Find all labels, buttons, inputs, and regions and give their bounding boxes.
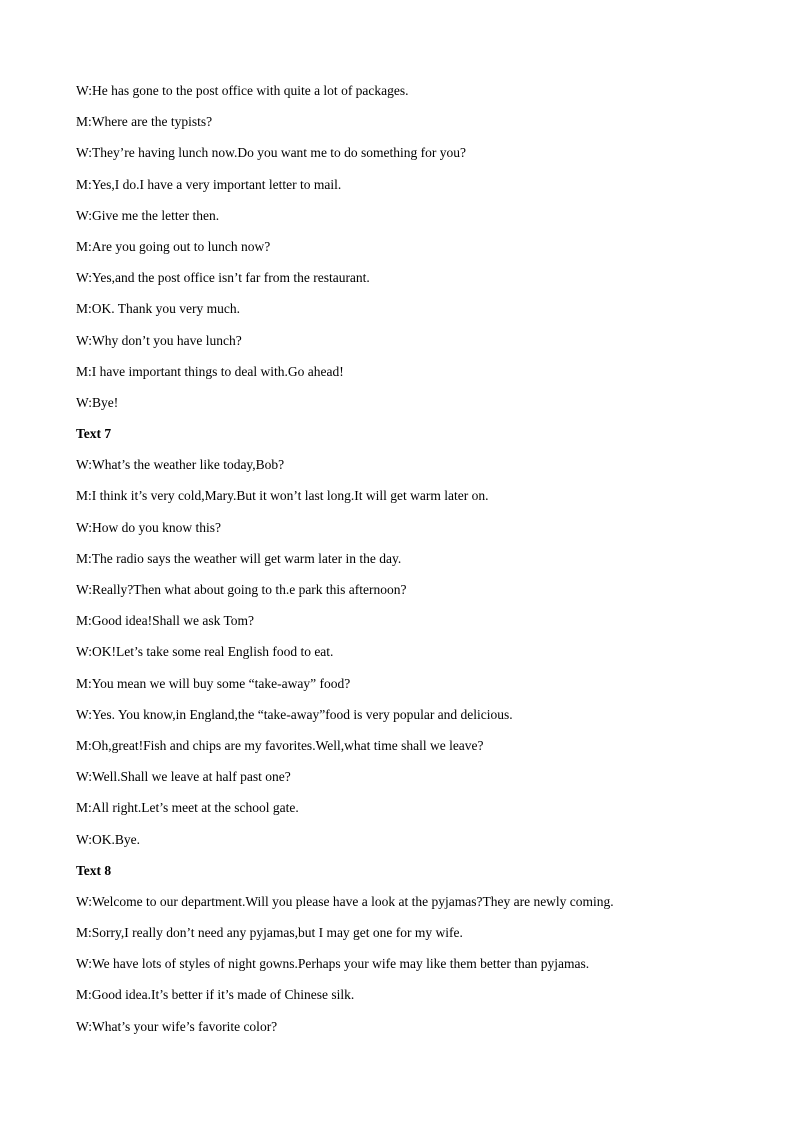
dialogue-line: W:Welcome to our department.Will you please have a look at the pyjamas?They are newly coming. [76, 893, 614, 909]
dialogue-line: W:OK.Bye. [76, 831, 140, 847]
dialogue-line: M:The radio says the weather will get warm later in the day. [76, 550, 402, 566]
dialogue-line: M:All right.Let’s meet at the school gate. [76, 800, 299, 816]
dialogue-line: W:Why don’t you have lunch? [76, 332, 242, 348]
dialogue-line: M:Are you going out to lunch now? [76, 238, 271, 254]
dialogue-line: W:OK!Let’s take some real English food to eat. [76, 644, 334, 660]
dialogue-line: M:Yes,I do.I have a very important letter to mail. [76, 176, 342, 192]
dialogue-line: W:How do you know this? [76, 519, 221, 535]
dialogue-line: W:Yes,and the post office isn’t far from the restaurant. [76, 270, 370, 286]
dialogue-line: W:Well.Shall we leave at half past one? [76, 769, 291, 785]
section-heading: Text 7 [76, 426, 112, 442]
section-heading: Text 8 [76, 862, 112, 878]
dialogue-line: M:Sorry,I really don’t need any pyjamas,but I may get one for my wife. [76, 925, 463, 941]
dialogue-line: M:I think it’s very cold,Mary.But it won’t last long.It will get warm later on. [76, 488, 489, 504]
dialogue-line: M:Good idea!Shall we ask Tom? [76, 613, 255, 629]
dialogue-transcript [76, 81, 726, 1048]
dialogue-line: M:Oh,great!Fish and chips are my favorites.Well,what time shall we leave? [76, 737, 484, 753]
dialogue-line: W:He has gone to the post office with quite a lot of packages. [76, 83, 409, 98]
dialogue-line: W:What’s your wife’s favorite color? [76, 1018, 278, 1034]
dialogue-line: M:OK. Thank you very much. [76, 301, 240, 317]
dialogue-line: M:I have important things to deal with.Go ahead! [76, 363, 344, 379]
dialogue-line: W:Yes. You know,in England,the “take-away”food is very popular and delicious. [76, 706, 513, 722]
dialogue-line: W:Really?Then what about going to th.e park this afternoon? [76, 582, 407, 597]
dialogue-line: M:You mean we will buy some “take-away” food? [76, 675, 351, 691]
dialogue-line: M:Where are the typists? [76, 114, 213, 130]
dialogue-line: W:They’re having lunch now.Do you want me to do something for you? [76, 145, 467, 161]
dialogue-line: W:We have lots of styles of night gowns.Perhaps your wife may like them better than pyjamas. [76, 956, 590, 972]
dialogue-line: M:Good idea.It’s better if it’s made of Chinese silk. [76, 987, 355, 1003]
dialogue-line: W:Bye! [76, 394, 119, 410]
dialogue-line: W:Give me the letter then. [76, 207, 220, 223]
dialogue-line: W:What’s the weather like today,Bob? [76, 457, 285, 473]
